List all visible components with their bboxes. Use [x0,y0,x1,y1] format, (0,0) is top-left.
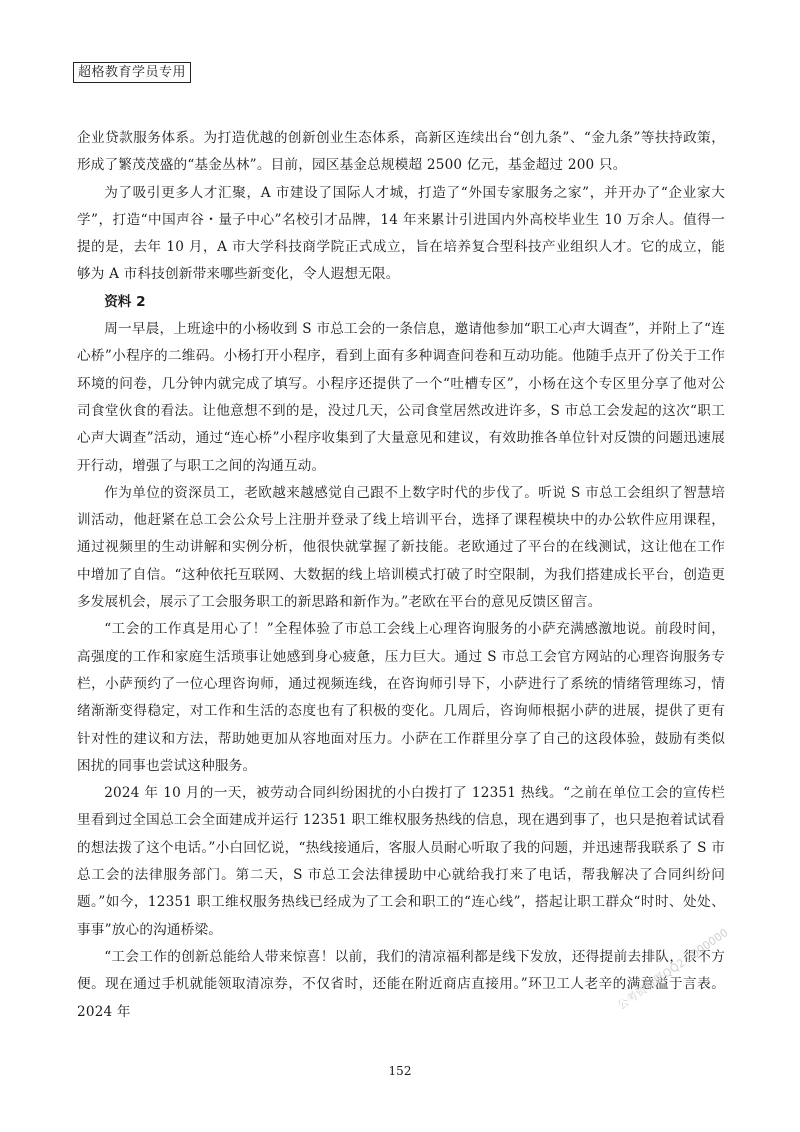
watermark: 公考资料群QQ2 0000000 [615,926,731,1013]
paragraph: “工会工作的创新总能给人带来惊喜！以前，我们的清凉福利都是线下发放，还得提前去排队，很不方便。现在通过手机就能领取清凉券，不仅省时，还能在附近商店直接用。”环卫工人老辛的满意溢于言表。2024 年 [77,948,725,1020]
paragraph: 周一早晨，上班途中的小杨收到 S 市总工会的一条信息，邀请他参加“职工心声大调查”，并附上了“连心桥”小程序的二维码。小杨打开小程序，看到上面有多种调查问卷和互动功能。他随手点开了份关于工作环境的问卷，几分钟内就完成了填写。小程序还提供了一个“吐槽专区”，小杨在这个专区里分享了他对公司食堂伙食的看法。让他意想不到的是，没过几天，公司食堂居然改进许多，S 市总工会发起的这次“职工心声大调查”活动，通过“连心桥”小程序收集到了大量意见和建议，有效助推各单位针对反馈的问题迅速展开行动，增强了与职工之间的沟通互动。 [77,321,725,474]
paragraph: 企业贷款服务体系。为打造优越的创新创业生态体系，高新区连续出台“创九条”、“金九条”等扶持政策，形成了繁茂茂盛的“基金丛林”。目前，园区基金总规模超 2500 亿元，基金超过 200 只。 [77,130,725,174]
paragraph: 2024 年 10 月的一天，被劳动合同纠纷困扰的小白拨打了 12351 热线。“之前在单位工会的宣传栏里看到过全国总工会全面建成并运行 12351 职工维权服务热线的信息，现在遇到事了，也只是抱着试试看的想法拨了这个电话。”小白回忆说，“热线接通后，客服人员耐心听取了我的问题，并迅速帮我联系了 S 市总工会的法律服务部门。第二天，S 市总工会法律援助中心就给我打来了电话，帮我解决了合同纠纷问题。”如今，12351 职工维权服务热线已经成为了工会和职工的“连心线”，搭起让职工群众“时时、处处、事事”放心的沟通桥梁。 [77,785,725,938]
paragraph: “工会的工作真是用心了！”全程体验了市总工会线上心理咨询服务的小萨充满感激地说。前段时间，高强度的工作和家庭生活琐事让她感到身心疲惫，压力巨大。通过 S 市总工会官方网站的心理咨询服务专栏，小萨预约了一位心理咨询师，通过视频连线，在咨询师引导下，小萨进行了系统的情绪管理练习，情绪渐渐变得稳定，对工作和生活的态度也有了积极的变化。几周后，咨询师根据小萨的进展，提供了更有针对性的建议和方法，帮助她更加从容地面对压力。小萨在工作群里分享了自己的这段体验，鼓励有类似困扰的同事也尝试这种服务。 [77,621,725,774]
document-body [77,125,725,1026]
paragraph: 作为单位的资深员工，老欧越来越感觉自己跟不上数字时代的步伐了。听说 S 市总工会组织了智慧培训活动，他赶紧在总工会公众号上注册并登录了线上培训平台，选择了课程模块中的办公软件应用课程，通过视频里的生动讲解和实例分析，他很快就掌握了新技能。老欧通过了平台的在线测试，这让他在工作中增加了自信。“这种依托互联网、大数据的线上培训模式打破了时空限制，为我们搭建成长平台，创造更多发展机会，展示了工会服务职工的新思路和新作为。”老欧在平台的意见反馈区留言。 [77,484,725,611]
paragraph: 为了吸引更多人才汇聚，A 市建设了国际人才城，打造了“外国专家服务之家”，并开办了“企业家大学”，打造“中国声谷・量子中心”名校引才品牌，14 年来累计引进国内外高校毕业生 10 万余人。值得一提的是，去年 10 月，A 市大学科技商学院正式成立，旨在培养复合型科技产业组织人才。它的成立，能够为 A 市科技创新带来哪些新变化，令人遐想无限。 [77,184,725,283]
section-title: 资料 2 [104,293,146,310]
header-tag: 超格教育学员专用 [73,62,191,83]
page-number: 152 [388,1064,412,1078]
